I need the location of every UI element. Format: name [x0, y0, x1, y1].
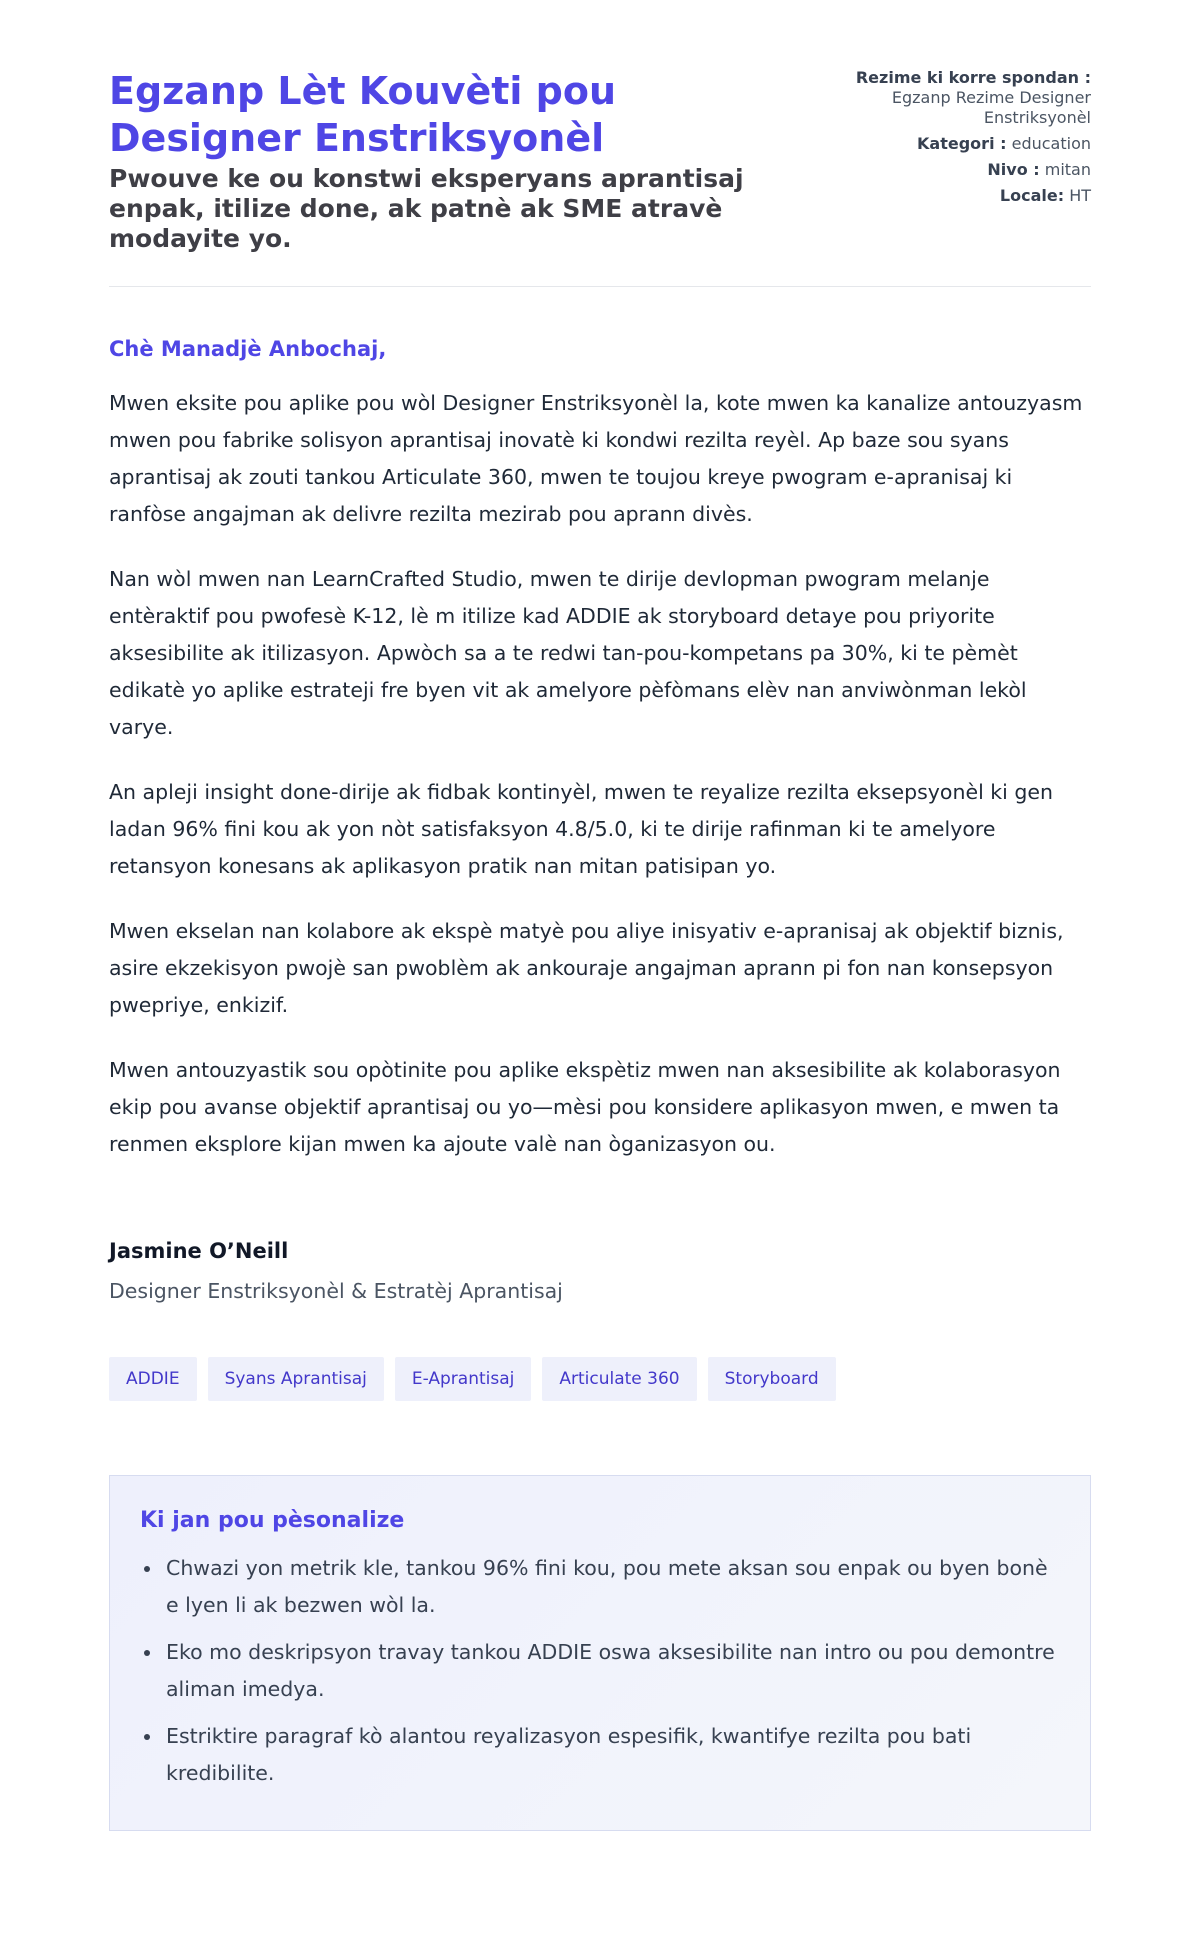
meta-resume-value: Egzanp Rezime Designer Enstriksyonèl [891, 88, 1091, 127]
meta-level-value: mitan [1044, 160, 1091, 179]
skill-tag: Articulate 360 [542, 1357, 696, 1401]
letter-paragraph: Mwen antouzyastik sou opòtinite pou aplike ekspètiz mwen nan aksesibilite ak kolaborasyon ekip pou avanse objektif aprantisaj ou yo—mèsi pou konsidere aplikasyon mwen, e mwen ta renmen eksplore kijan mwen ka ajoute valè nan òganizasyon ou. [109, 1058, 1061, 1156]
meta-resume-label: Rezime ki korre spondan [855, 68, 1080, 87]
meta-level [791, 160, 1091, 180]
meta-locale-value: HT [1069, 186, 1091, 205]
meta-category [791, 134, 1091, 154]
skill-tag: Storyboard [708, 1357, 836, 1401]
signature-block [109, 1237, 1091, 1305]
meta-separator: : [994, 134, 1007, 153]
page-subtitle: Pwouve ke ou konstwi eksperyans aprantisaj enpak, itilize done, ak patnè ak SME atravè modayite yo. [109, 164, 744, 253]
meta-resume [791, 68, 1091, 128]
skill-tag: Syans Aprantisaj [208, 1357, 384, 1401]
letter-paragraph: An apleji insight done-dirije ak fidbak kontinyèl, mwen te reyalize rezilta eksepsyonèl ki gen ladan 96% fini kou ak yon nòt satisfaksyon 4.8/5.0, ki te dirije rafinman ki te amelyore retansyon konesans ak aplikasyon pratik nan mitan patisipan yo. [109, 780, 1053, 878]
tip-item: Chwazi yon metrik kle, tankou 96% fini kou, pou mete aksan sou enpak ou byen bonè e lyen li ak bezwen wòl la. [140, 1550, 1060, 1624]
tip-item: Estriktire paragraf kò alantou reyalizasyon espesifik, kwantifye rezilta pou bati kredibilite. [140, 1718, 1060, 1792]
letter-salutation: Chè Manadjè Anbochaj, [109, 337, 387, 361]
meta-panel [791, 68, 1091, 212]
meta-locale [791, 186, 1091, 206]
meta-category-value: education [1011, 134, 1091, 153]
skill-tags [109, 1357, 1091, 1401]
signature-name: Jasmine O’Neill [109, 1239, 289, 1263]
page-header [109, 68, 1091, 287]
meta-separator: : [1079, 68, 1091, 87]
tip-item: Eko mo deskripsyon travay tankou ADDIE oswa aksesibilite nan intro ou pou demontre aliman imedya. [140, 1634, 1060, 1708]
meta-category-label: Kategori [917, 134, 995, 153]
skill-tag: E-Aprantisaj [395, 1357, 532, 1401]
letter-paragraph: Mwen ekselan nan kolabore ak ekspè matyè pou aliye inisyativ e-apranisaj ak objektif biznis, asire ekzekisyon pwojè san pwoblèm ak ankouraje angajman aprann pi fon nan konsepsyon pwepriye, enkizif. [109, 919, 1064, 1017]
header-left [109, 68, 789, 254]
meta-separator: : [1027, 160, 1040, 179]
letter-paragraph: Mwen eksite pou aplike pou wòl Designer Enstriksyonèl la, kote mwen ka kanalize antouzyasm mwen pou fabrike solisyon aprantisaj inovatè ki kondwi rezilta reyèl. Ap baze sou syans aprantisaj ak zouti tankou Articulate 360, mwen te toujou kreye pwogram e-apranisaj ki ranfòse angajman ak delivre rezilta mezirab pou aprann divès. [109, 391, 1083, 526]
skill-tag: ADDIE [109, 1357, 197, 1401]
meta-level-label: Nivo [987, 160, 1028, 179]
meta-locale-label: Locale: [999, 186, 1065, 205]
page-title: Egzanp Lèt Kouvèti pou Designer Enstriksyonèl [109, 69, 617, 160]
tips-list [140, 1550, 1060, 1792]
customization-tips-box [109, 1475, 1091, 1831]
signature-role: Designer Enstriksyonèl & Estratèj Aprantisaj [109, 1279, 563, 1303]
tips-title: Ki jan pou pèsonalize [140, 1508, 405, 1533]
letter-paragraph: Nan wòl mwen nan LearnCrafted Studio, mwen te dirije devlopman pwogram melanje entèraktif pou pwofesè K-12, lè m itilize kad ADDIE ak storyboard detaye pou priyorite aksesibilite ak itilizasyon. Apwòch sa a te redwi tan-pou-kompetans pa 30%, ki te pèmèt edikatè yo aplike estrateji fre byen vit ak amelyore pèfòmans elèv nan anviwònman lekòl varye. [109, 567, 1027, 739]
